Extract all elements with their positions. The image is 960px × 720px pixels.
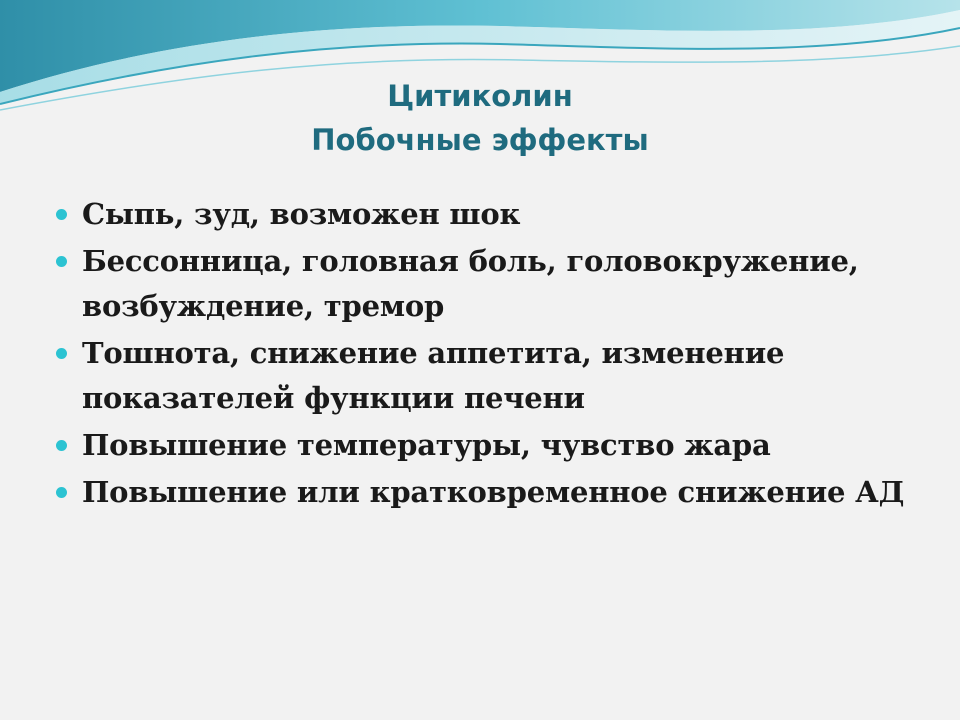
list-item [52, 331, 932, 421]
bullet-dot-icon [56, 256, 67, 267]
list-item-text: Бессонница, головная боль, головокружение, возбуждение, тремор [82, 244, 859, 323]
list-item-text: Сыпь, зуд, возможен шок [82, 197, 521, 231]
slide-title [0, 74, 960, 162]
bullet-dot-icon [56, 487, 67, 498]
title-drug-name: Цитиколин [387, 79, 573, 113]
list-item [52, 470, 932, 515]
bullet-dot-icon [56, 348, 67, 359]
list-item [52, 239, 932, 329]
side-effects-list [52, 192, 932, 515]
bullet-dot-icon [56, 440, 67, 451]
title-subtitle: Побочные эффекты [311, 123, 649, 157]
list-item-text: Тошнота, снижение аппетита, изменение показателей функции печени [82, 336, 785, 415]
list-item [52, 423, 932, 468]
bullet-dot-icon [56, 209, 67, 220]
list-item-text: Повышение или кратковременное снижение АД [82, 475, 905, 509]
list-item-text: Повышение температуры, чувство жара [82, 428, 771, 462]
list-item [52, 192, 932, 237]
